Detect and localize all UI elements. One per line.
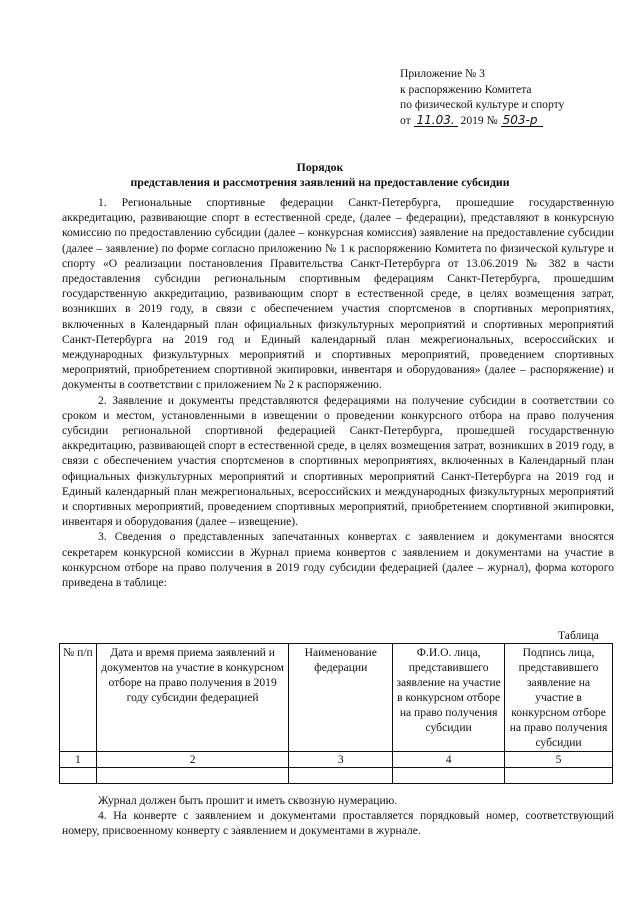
- header-cell-number: № п/п: [60, 644, 97, 752]
- date-prefix: от: [400, 113, 411, 127]
- appendix-header: [400, 66, 600, 128]
- paragraph-2: 2. Заявление и документы представляются федерациями на получение субсидии в соответствии со сроком и местом, установленными в извещении о проведении конкурсного отбора на право получения субсидии региональной спортивной федерацией Санкт-Петербурга, прошедшей государственную аккредитацию, развивающей спорт в естественной среде, в целях возмещения затрат, возникших в 2019 году, в связи с обеспечением участия спортсменов в спортивных мероприятиях, включенных в Календарный план официальных физкультурных мероприятий и спортивных мероприятий Санкт-Петербурга на 2019 год и Единый календарный план межрегиональных, всероссийских и международных физкультурных мероприятий и спортивных мероприятий, проведением спортивных мероприятий, приобретением спортивной экипировки, инвентаря и оборудования (далее – извещение).: [62, 393, 614, 529]
- table-column-numbers-row: [60, 752, 613, 768]
- appendix-order-ref: к распоряжению Комитета: [400, 82, 532, 96]
- title-line-1: Порядок: [296, 160, 344, 174]
- handwritten-date: 11.03.: [414, 114, 458, 127]
- empty-cell: [289, 768, 393, 784]
- column-number-cell: 1: [60, 752, 97, 768]
- header-cell-fullname: Ф.И.О. лица, представившего заявление на участие в конкурсном отборе на право получения субсидии: [393, 644, 505, 752]
- column-number-cell: 3: [289, 752, 393, 768]
- year-and-number-label: 2019 №: [460, 113, 498, 127]
- table-header-row: [60, 644, 613, 752]
- title-line-2: представления и рассмотрения заявлений на предоставление субсидии: [130, 175, 510, 189]
- header-cell-datetime: Дата и время приема заявлений и документов на участие в конкурсном отборе на право получения в 2019 году субсидии федерацией: [96, 644, 288, 752]
- header-cell-signature: Подпись лица, представившего заявление на участие в конкурсном отборе на право получения субсидии: [505, 644, 613, 752]
- journal-table: [59, 643, 613, 784]
- appendix-committee: по физической культуре и спорту: [400, 98, 565, 111]
- journal-note: Журнал должен быть прошит и иметь сквозную нумерацию.: [98, 794, 398, 807]
- appendix-number: Приложение № 3: [400, 67, 485, 80]
- appendix-date-line: [400, 113, 600, 129]
- empty-cell: [393, 768, 505, 784]
- column-number-cell: 4: [393, 752, 505, 768]
- header-cell-federation: Наименование федерации: [289, 644, 393, 752]
- handwritten-number: 503-р: [501, 114, 543, 127]
- table-label: Таблица: [558, 629, 599, 642]
- paragraph-3: 3. Сведения о представленных запечатанных конвертах с заявлением и документами вносятся секретарем конкурсной комиссии в Журнал приема конвертов с заявлением и документами на участие в конкурсном отборе на право получения в 2019 году субсидии федерацией (далее – журнал), форма которого приведена в таблице:: [62, 530, 614, 590]
- empty-cell: [505, 768, 613, 784]
- paragraph-1: 1. Региональные спортивные федерации Санкт-Петербурга, прошедшие государственную аккредитацию, развивающие спорт в естественной среде, (далее – федерации), представляют в конкурсную комиссию по предоставлению субсидии (далее – конкурсная комиссия) заявление на предоставление субсидии (далее – заявление) по форме согласно приложению № 1 к распоряжению Комитета по физической культуре и спорту «О реализации постановления Правительства Санкт-Петербурга от 13.06.2019 № 382 в части предоставления субсидии региональным спортивным федерациям Санкт-Петербурга, прошедшим государственную аккредитацию, развивающим спорт в естественной среде, в целях возмещения затрат, возникших в 2019 году, в связи с обеспечением участия спортсменов в спортивных мероприятиях, включенных в Календарный план официальных физкультурных мероприятий и спортивных мероприятий Санкт-Петербурга на 2019 год и Единый календарный план межрегиональных, всероссийских и международных физкультурных мероприятий и спортивных мероприятий, проведением спортивных мероприятий, приобретением спортивной экипировки, инвентаря и оборудования» (далее – распоряжение) и документы в соответствии с приложением № 2 к распоряжению.: [62, 196, 614, 392]
- document-after-table: [62, 793, 614, 839]
- table-empty-row: [60, 768, 613, 784]
- empty-cell: [96, 768, 288, 784]
- column-number-cell: 5: [505, 752, 613, 768]
- empty-cell: [60, 768, 97, 784]
- document-title: [0, 160, 640, 190]
- paragraph-4: 4. На конверте с заявлением и документами проставляется порядковый номер, соответствующий номеру, присвоенному конверту с заявлением и документами в журнале.: [62, 809, 614, 838]
- column-number-cell: 2: [96, 752, 288, 768]
- document-body: [62, 195, 614, 590]
